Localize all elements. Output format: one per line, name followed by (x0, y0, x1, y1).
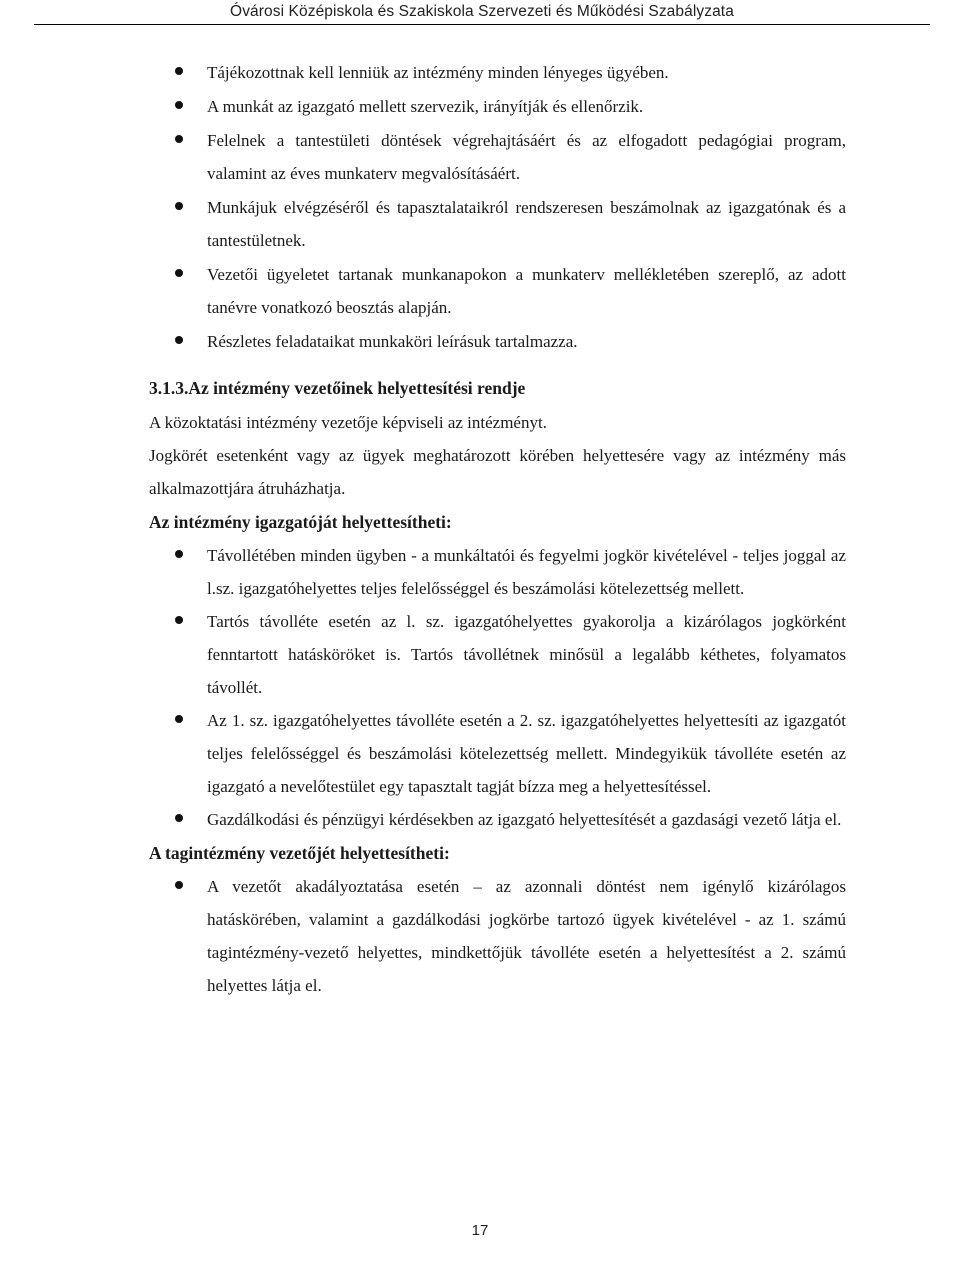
list-item: Felelnek a tantestületi döntések végrehajtásáért és az elfogadott pedagógiai program, valamint az éves munkaterv megvalósításáért. (149, 124, 846, 190)
list-item: Tájékozottnak kell lenniük az intézmény minden lényeges ügyében. (149, 56, 846, 89)
list-item: Munkájuk elvégzéséről és tapasztalataikról rendszeresen beszámolnak az igazgatónak és a tantestületnek. (149, 191, 846, 257)
page-number: 17 (471, 1222, 489, 1239)
section-heading: 3.1.3.Az intézmény vezetőinek helyettesítési rendje (149, 378, 526, 398)
director-substitute-list (149, 539, 846, 836)
page-content (149, 56, 846, 1002)
paragraph: A közoktatási intézmény vezetője képviseli az intézményt. (149, 413, 547, 432)
list-item: A vezetőt akadályoztatása esetén – az azonnali döntést nem igénylő kizárólagos hatáskörében, valamint a gazdálkodási jogkörbe tartozó ügyek kivételével - az 1. számú tagintézmény-vezető helyettes, mindkettőjük távolléte esetén a helyettesítést a 2. számú helyettes látja el. (149, 870, 846, 1002)
page-header (34, 0, 930, 25)
leader-duties-list (149, 56, 846, 358)
list-item: Gazdálkodási és pénzügyi kérdésekben az igazgató helyettesítését a gazdasági vezető látja el. (149, 803, 846, 836)
director-substitute-heading: Az intézmény igazgatóját helyettesítheti: (149, 512, 452, 532)
branch-substitute-list (149, 870, 846, 1002)
list-item: Az 1. sz. igazgatóhelyettes távolléte esetén a 2. sz. igazgatóhelyettes helyettesíti az igazgatót teljes felelősséggel és beszámolási kötelezettség mellett. Mindegyikük távolléte esetén az igazgató a nevelőtestület egy tapasztalt tagját bízza meg a helyettesítéssel. (149, 704, 846, 803)
list-item: Tartós távolléte esetén az l. sz. igazgatóhelyettes gyakorolja a kizárólagos jogkörként fenntartott hatásköröket is. Tartós távollétnek minősül a legalább kéthetes, folyamatos távollét. (149, 605, 846, 704)
branch-substitute-heading: A tagintézmény vezetőjét helyettesítheti: (149, 843, 450, 863)
list-item: Vezetői ügyeletet tartanak munkanapokon a munkaterv mellékletében szereplő, az adott tanévre vonatkozó beosztás alapján. (149, 258, 846, 324)
list-item: Távollétében minden ügyben - a munkáltatói és fegyelmi jogkör kivételével - teljes joggal az l.sz. igazgatóhelyettes teljes felelősséggel és beszámolási kötelezettség mellett. (149, 539, 846, 605)
list-item: A munkát az igazgató mellett szervezik, irányítják és ellenőrzik. (149, 90, 846, 123)
paragraph: Jogkörét esetenként vagy az ügyek meghatározott körében helyettesére vagy az intézmény más alkalmazottjára átruházhatja. (149, 446, 846, 498)
document-title: Óvárosi Középiskola és Szakiskola Szervezeti és Működési Szabályzata (230, 3, 734, 20)
list-item: Részletes feladataikat munkaköri leírásuk tartalmazza. (149, 325, 846, 358)
